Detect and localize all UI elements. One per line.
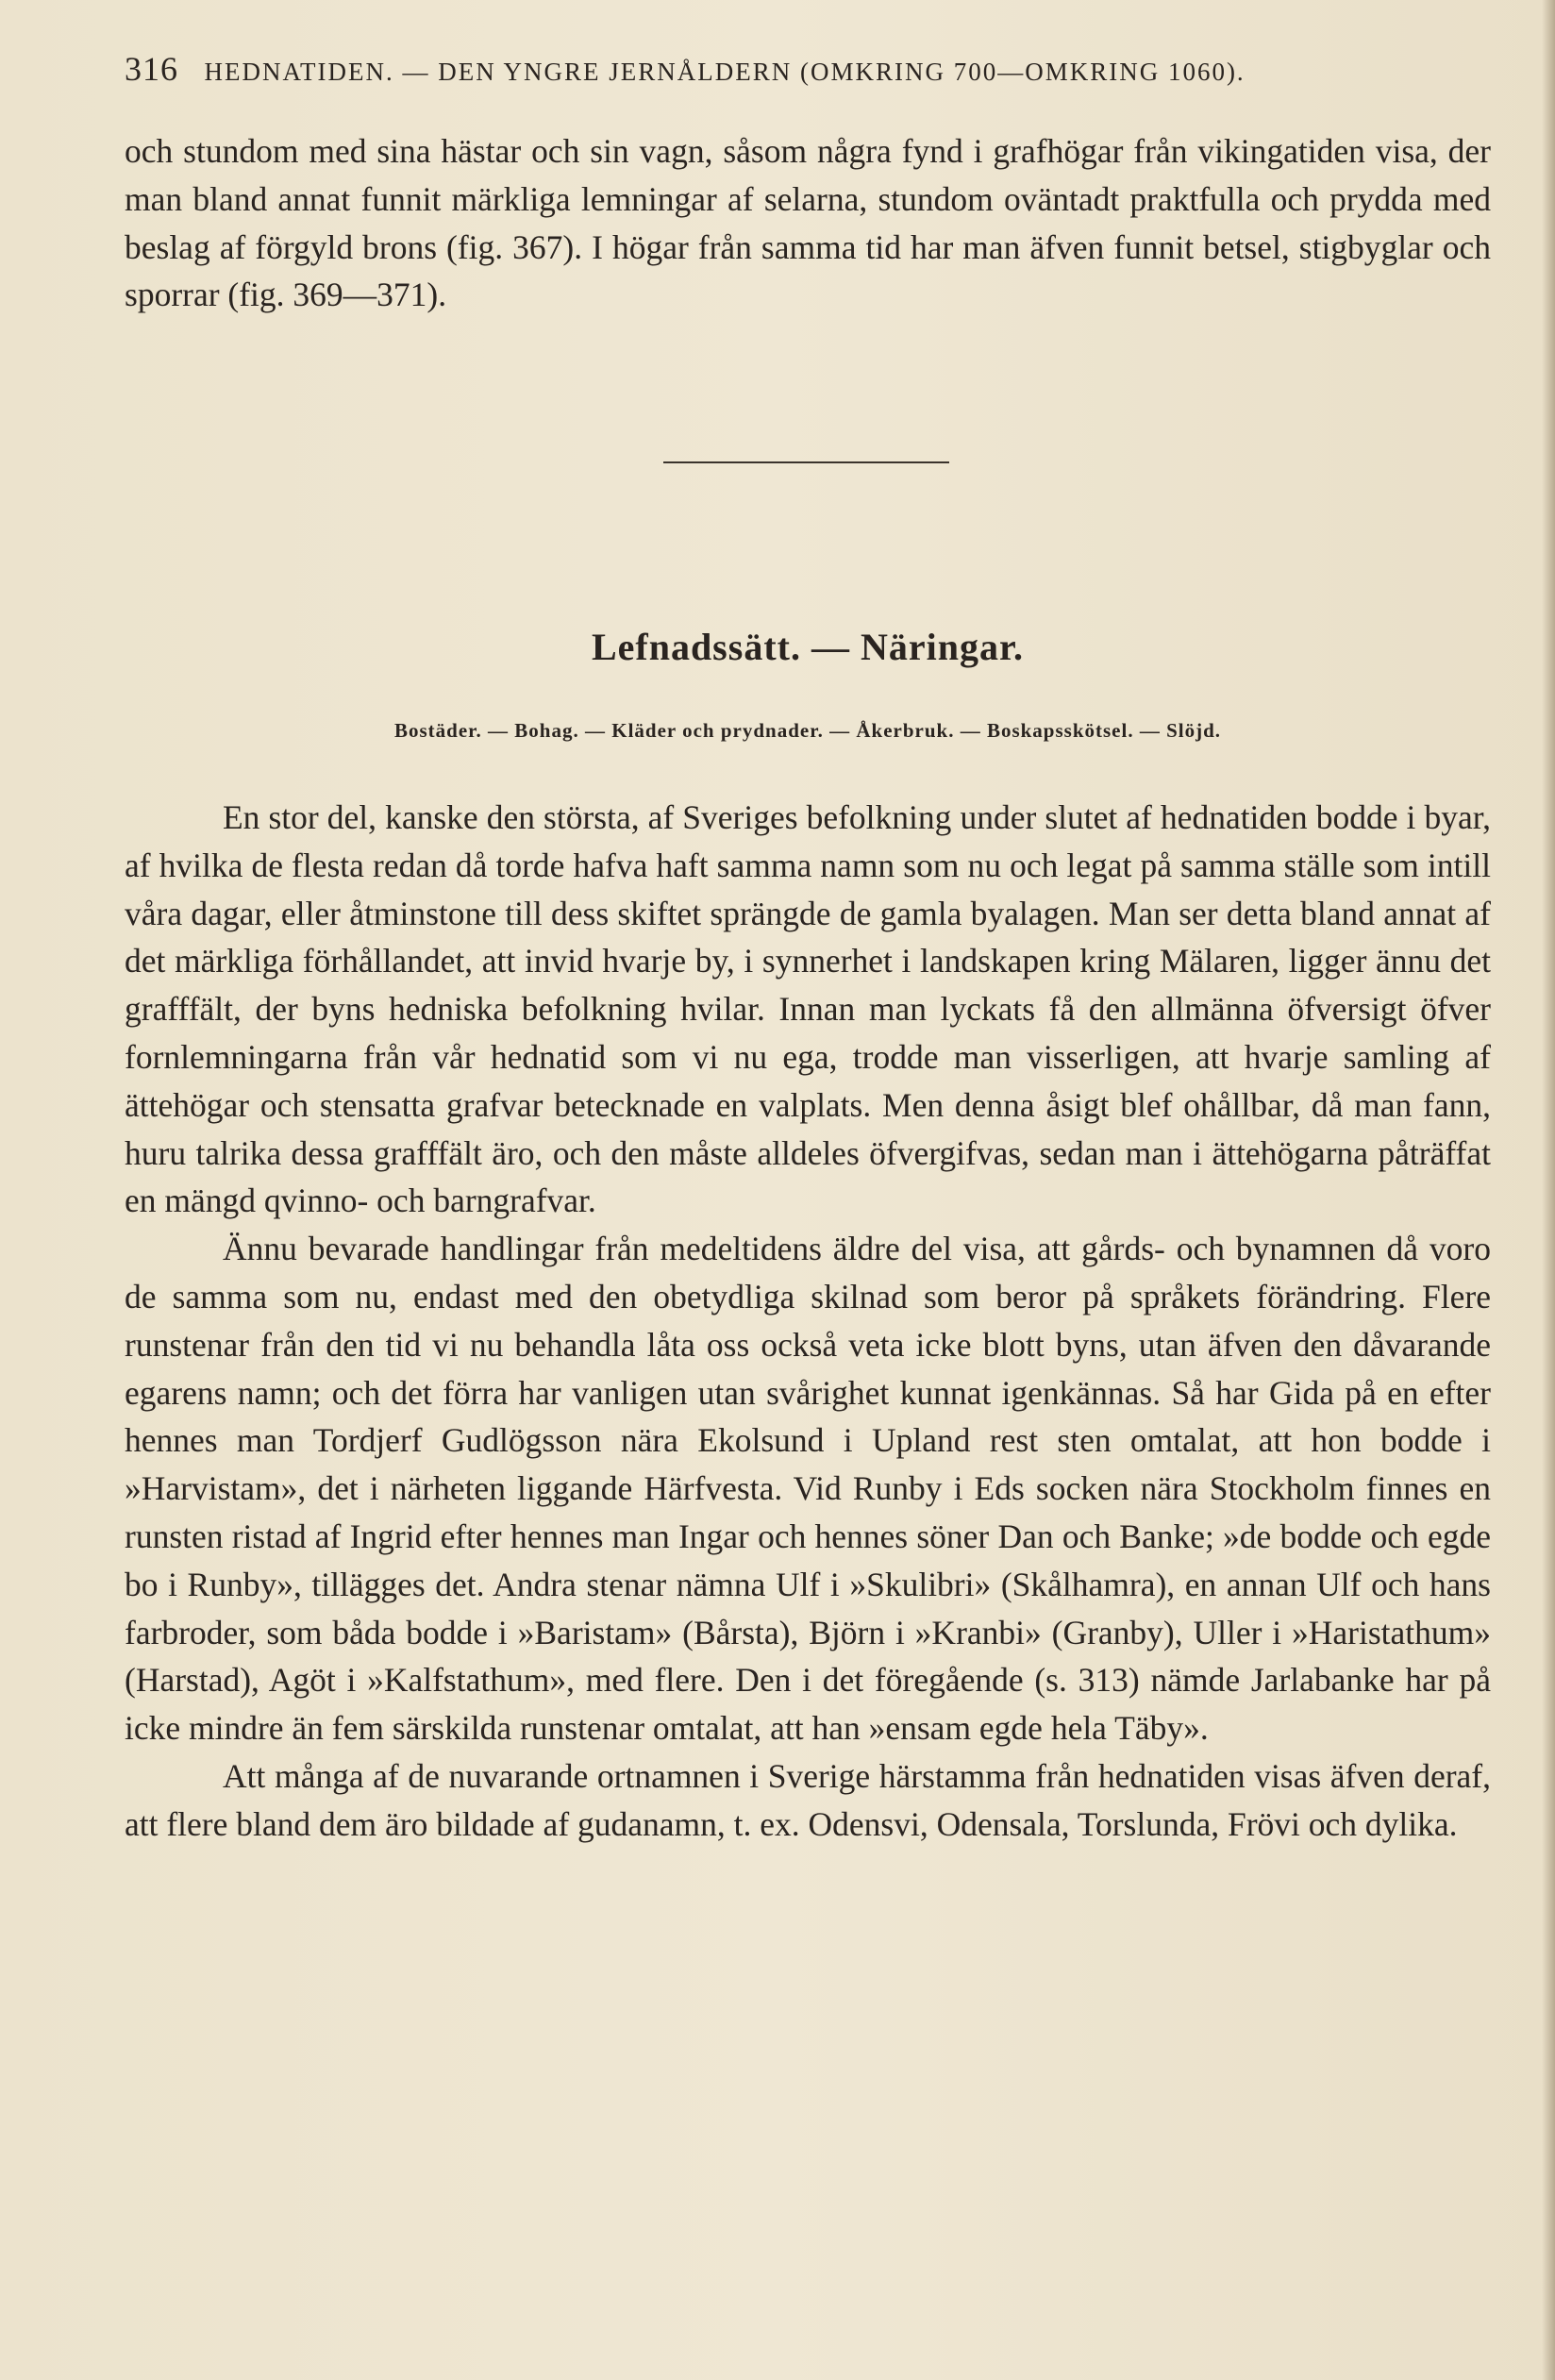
- page-number: 316: [125, 50, 178, 88]
- section-title: Lefnadssätt. — Näringar.: [591, 626, 1025, 668]
- intro-paragraph-block: [125, 127, 1491, 319]
- main-text-block: [125, 794, 1491, 1849]
- section-subheadings: Bostäder. — Bohag. — Kläder och prydnader. — Åkerbruk. — Boskapsskötsel. — Slöjd.: [393, 719, 1222, 742]
- intro-paragraph: och stundom med sina hästar och sin vagn, såsom några fynd i grafhögar från vikingatiden visa, der man bland annat funnit märkliga lemningar af selarna, stundom oväntadt praktfulla och prydda med beslag af förgyld brons (fig. 367). I högar från samma tid har man äfven funnit betsel, stigbyglar och sporrar (fig. 369—371).: [125, 132, 1491, 314]
- body-paragraph: Ännu bevarade handlingar från medeltidens äldre del visa, att gårds- och bynamnen då voro de samma som nu, endast med den obetydliga skilnad som beror på språkets förändring. Flere runstenar från den tid vi nu behandla låta oss också veta icke blott byns, utan äfven den dåvarande egarens namn; och det förra har vanligen utan svårighet kunnat igenkännas. Så har Gida på en efter hennes man Tordjerf Gudlögsson nära Ekolsund i Upland rest sten omtalat, att hon bodde i »Harvistam», det i närheten liggande Härfvesta. Vid Runby i Eds socken nära Stockholm finnes en runsten ristad af Ingrid efter hennes man Ingar och hennes söner Dan och Banke; »de bodde och egde bo i Runby», tillägges det. Andra stenar nämna Ulf i »Skulibri» (Skålhamra), en annan Ulf och hans farbroder, som båda bodde i »Baristam» (Bårsta), Björn i »Kranbi» (Granby), Uller i »Haristathum» (Harstad), Agöt i »Kalfstathum», med flere. Den i det föregående (s. 313) nämde Jarlabanke har på icke mindre än fem särskilda runstenar omtalat, att han »ensam egde hela Täby».: [125, 1230, 1491, 1748]
- body-paragraph: En stor del, kanske den största, af Sveriges befolkning under slutet af hednatiden bodde i byar, af hvilka de flesta redan då torde hafva haft samma namn som nu och legat på samma ställe som intill våra dagar, eller åtminstone till dess skiftet sprängde de gamla byalagen. Man ser detta bland annat af det märkliga förhållandet, att invid hvarje by, i synnerhet i landskapen kring Mälaren, ligger ännu det grafffält, der byns hedniska befolkning hvilar. Innan man lyckats få den allmänna öfversigt öfver fornlemningarna från vår hednatid som vi nu ega, trodde man visserligen, att hvarje samling af ättehögar och stensatta grafvar betecknade en valplats. Men denna åsigt blef ohållbar, då man fann, huru talrika dessa grafffält äro, och den måste alldeles öfvergifvas, sedan man i ättehögarna påträffat en mängd qvinno- och barngrafvar.: [125, 798, 1491, 1220]
- page-edge-shadow: [1542, 0, 1555, 2380]
- running-head: [125, 49, 1446, 89]
- section-divider-rule: [663, 461, 949, 463]
- running-head-title: HEDNATIDEN. — DEN YNGRE JERNÅLDERN (OMKRING 700—OMKRING 1060).: [204, 58, 1246, 86]
- body-paragraph: Att många af de nuvarande ortnamnen i Sverige härstamma från hednatiden visas äfven deraf, att flere bland dem äro bildade af gudanamn, t. ex. Odensvi, Odensala, Torslunda, Frövi och dylika.: [125, 1756, 1491, 1843]
